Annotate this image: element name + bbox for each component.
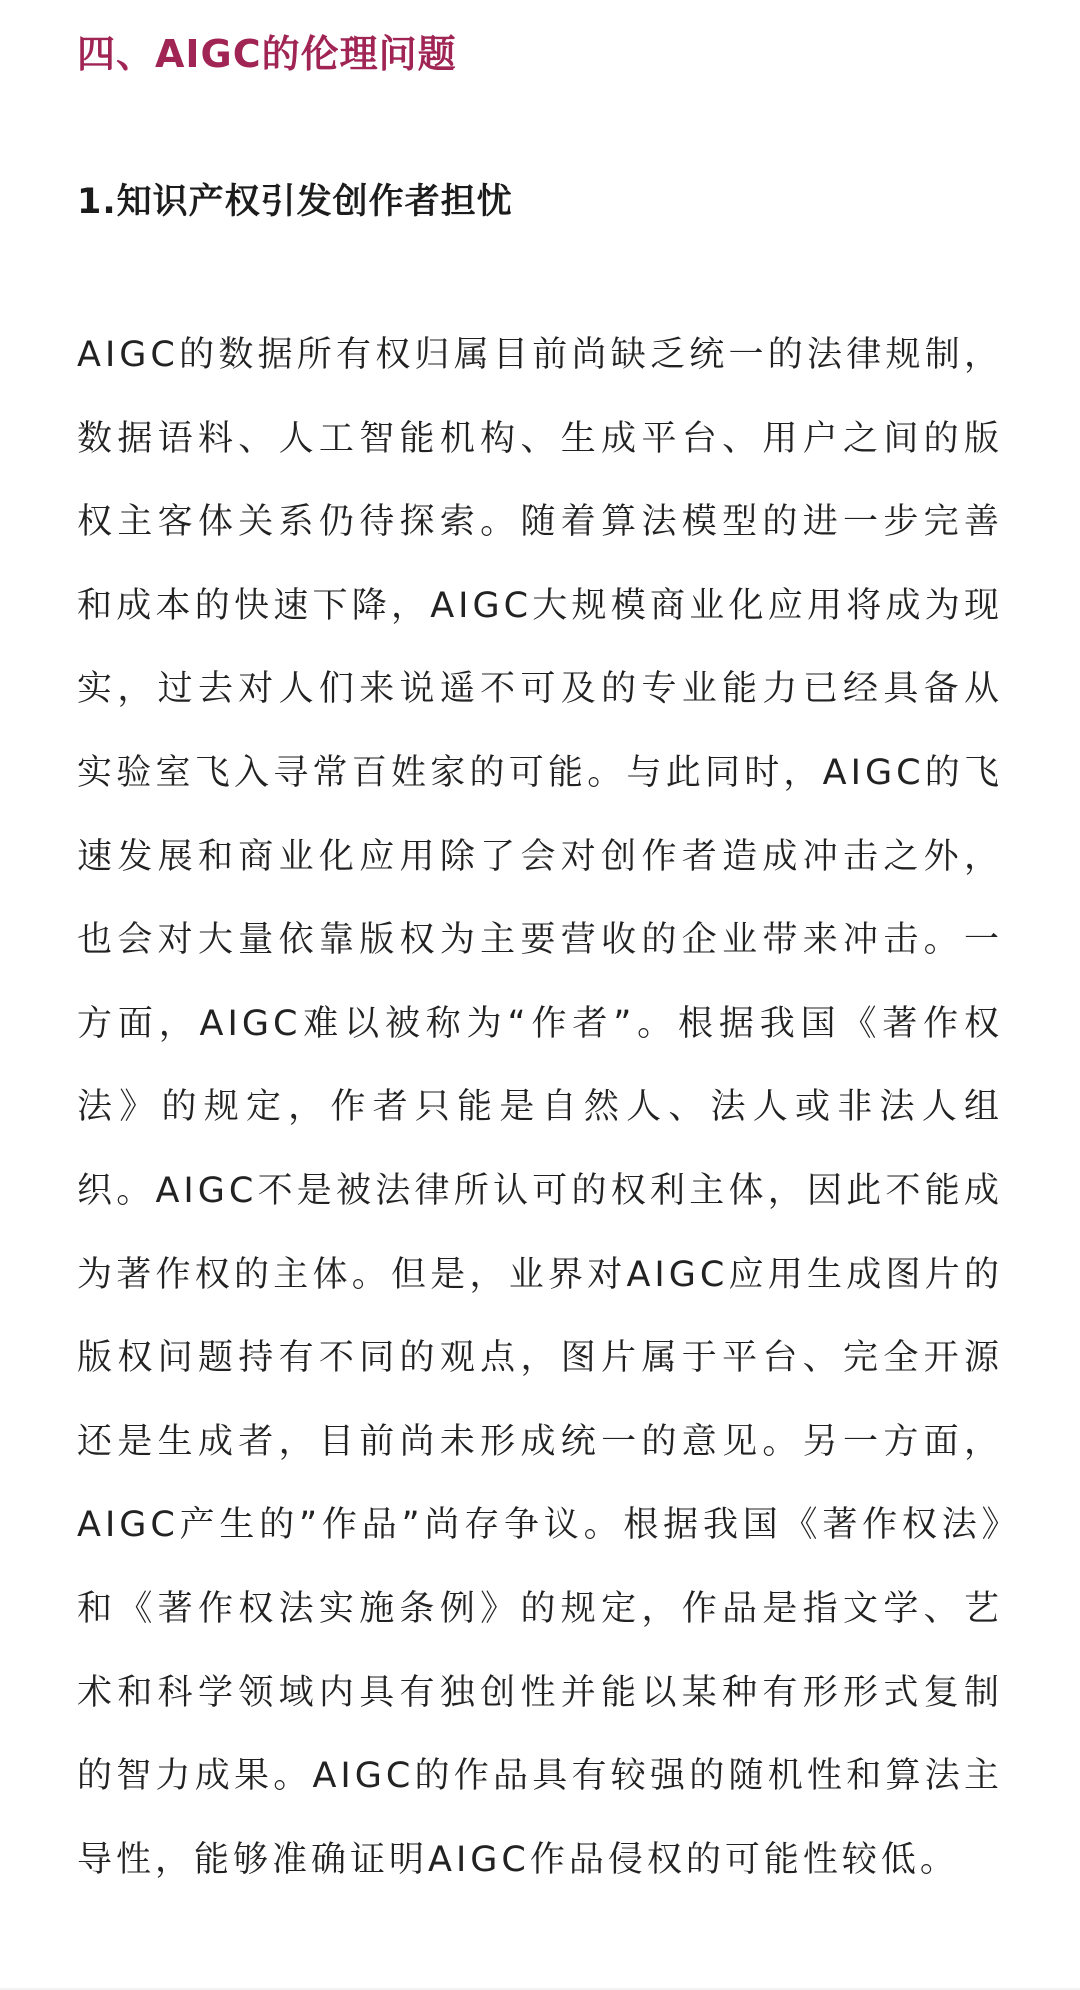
section-title: 四、AIGC的伦理问题	[77, 32, 457, 76]
article	[77, 0, 1003, 1902]
article-paragraph: AIGC的数据所有权归属目前尚缺乏统一的法律规制，数据语料、人工智能机构、生成平台、用户之间的版权主客体关系仍待探索。随着算法模型的进一步完善和成本的快速下降，AIGC大规模商业化应用将成为现实，过去对人们来说遥不可及的专业能力已经具备从实验室飞入寻常百姓家的可能。与此同时，AIGC的飞速发展和商业化应用除了会对创作者造成冲击之外，也会对大量依靠版权为主要营收的企业带来冲击。一方面，AIGC难以被称为“作者”。根据我国《著作权法》的规定，作者只能是自然人、法人或非法人组织。AIGC不是被法律所认可的权利主体，因此不能成为著作权的主体。但是，业界对AIGC应用生成图片的版权问题持有不同的观点，图片属于平台、完全开源还是生成者，目前尚未形成统一的意见。另一方面，AIGC产生的”作品”尚存争议。根据我国《著作权法》和《著作权法实施条例》的规定，作品是指文学、艺术和科学领域内具有独创性并能以某种有形形式复制的智力成果。AIGC的作品具有较强的随机性和算法主导性，能够准确证明AIGC作品侵权的可能性较低。	[77, 335, 1003, 1880]
subsection-title: 1.知识产权引发创作者担忧	[77, 182, 513, 222]
